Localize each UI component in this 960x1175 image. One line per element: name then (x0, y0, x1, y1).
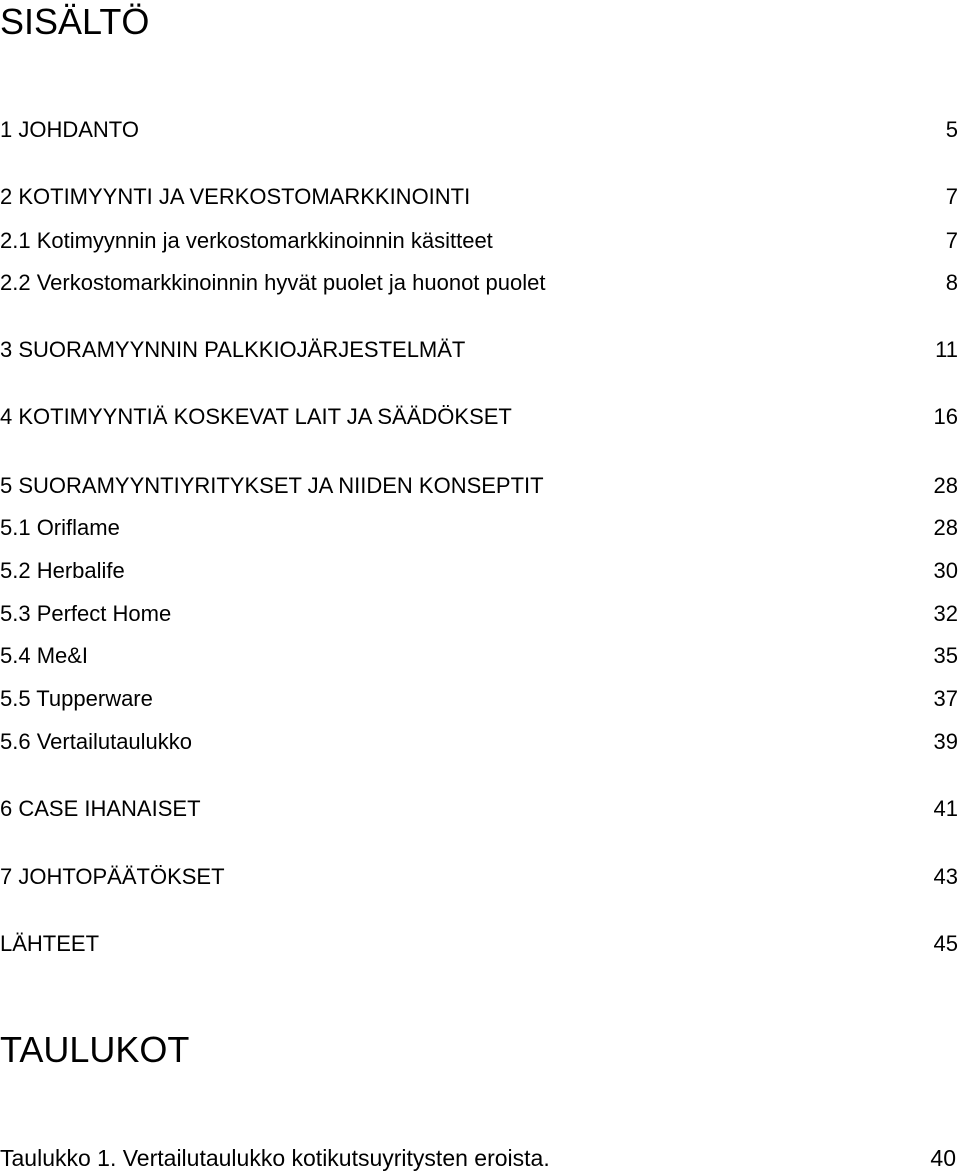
toc-entry-page: 32 (933, 601, 958, 626)
toc-entry[interactable] (0, 224, 958, 258)
toc-entry-label: 2.2 Verkostomarkkinoinnin hyvät puolet ja huonot puolet (0, 270, 546, 295)
toc-entry[interactable] (0, 180, 958, 214)
toc-entry-page: 7 (945, 228, 958, 253)
toc-entry-page: 45 (933, 931, 958, 956)
toc-entry-label: 5.4 Me&I (0, 643, 89, 668)
toc-entry-label: 2 KOTIMYYNTI JA VERKOSTOMARKKINOINTI (0, 184, 471, 209)
toc-entry-label: 5.3 Perfect Home (0, 601, 172, 626)
table-entry-label: Taulukko 1. Vertailutaulukko kotikutsuyritysten eroista. (0, 1144, 550, 1171)
toc-entry[interactable] (0, 266, 958, 300)
toc-entry-page: 5 (945, 117, 958, 142)
toc-entry-page: 41 (933, 796, 958, 821)
toc-entry-page: 35 (933, 643, 958, 668)
toc-entry-label: 1 JOHDANTO (0, 117, 139, 142)
toc-entry[interactable] (0, 400, 958, 434)
toc-entry-label: 5.5 Tupperware (0, 686, 153, 711)
toc-entry-page: 30 (933, 558, 958, 583)
toc-entry[interactable] (0, 682, 958, 716)
toc-entry-label: 5.2 Herbalife (0, 558, 125, 583)
toc-entry-page: 16 (933, 404, 958, 429)
toc-entry-label: 5 SUORAMYYNTIYRITYKSET JA NIIDEN KONSEPTIT (0, 473, 544, 498)
toc-entry-label: 7 JOHTOPÄÄTÖKSET (0, 864, 225, 889)
toc-entry[interactable] (0, 860, 958, 894)
toc-entry-label: 5.1 Oriflame (0, 515, 120, 540)
toc-entry[interactable] (0, 792, 958, 826)
toc-entry[interactable] (0, 113, 958, 147)
toc-entry[interactable] (0, 597, 958, 631)
table-entry-page: 40 (930, 1144, 956, 1171)
toc-entry-label: LÄHTEET (0, 931, 100, 956)
toc-entry-page: 43 (933, 864, 958, 889)
tables-heading: TAULUKOT (0, 1029, 190, 1070)
toc-entry-page: 37 (933, 686, 958, 711)
toc-entry-label: 3 SUORAMYYNNIN PALKKIOJÄRJESTELMÄT (0, 337, 466, 362)
toc-entry[interactable] (0, 511, 958, 545)
toc-heading: SISÄLTÖ (0, 1, 150, 42)
toc-entry-label: 2.1 Kotimyynnin ja verkostomarkkinoinnin käsitteet (0, 228, 493, 253)
toc-entry-page: 39 (933, 729, 958, 754)
toc-entry[interactable] (0, 469, 958, 503)
toc-entry[interactable] (0, 639, 958, 673)
table-entry[interactable] (0, 1141, 956, 1175)
toc-entry-label: 6 CASE IHANAISET (0, 796, 201, 821)
toc-entry-page: 8 (945, 270, 958, 295)
toc-entry[interactable] (0, 927, 958, 961)
toc-entry-label: 5.6 Vertailutaulukko (0, 729, 193, 754)
toc-entry-page: 7 (945, 184, 958, 209)
toc-entry[interactable] (0, 333, 958, 367)
toc-entry-page: 28 (933, 473, 958, 498)
toc-entry[interactable] (0, 725, 958, 759)
toc-entry-page: 11 (935, 337, 958, 362)
toc-entry[interactable] (0, 554, 958, 588)
toc-entry-label: 4 KOTIMYYNTIÄ KOSKEVAT LAIT JA SÄÄDÖKSET (0, 404, 512, 429)
toc-entry-page: 28 (933, 515, 958, 540)
